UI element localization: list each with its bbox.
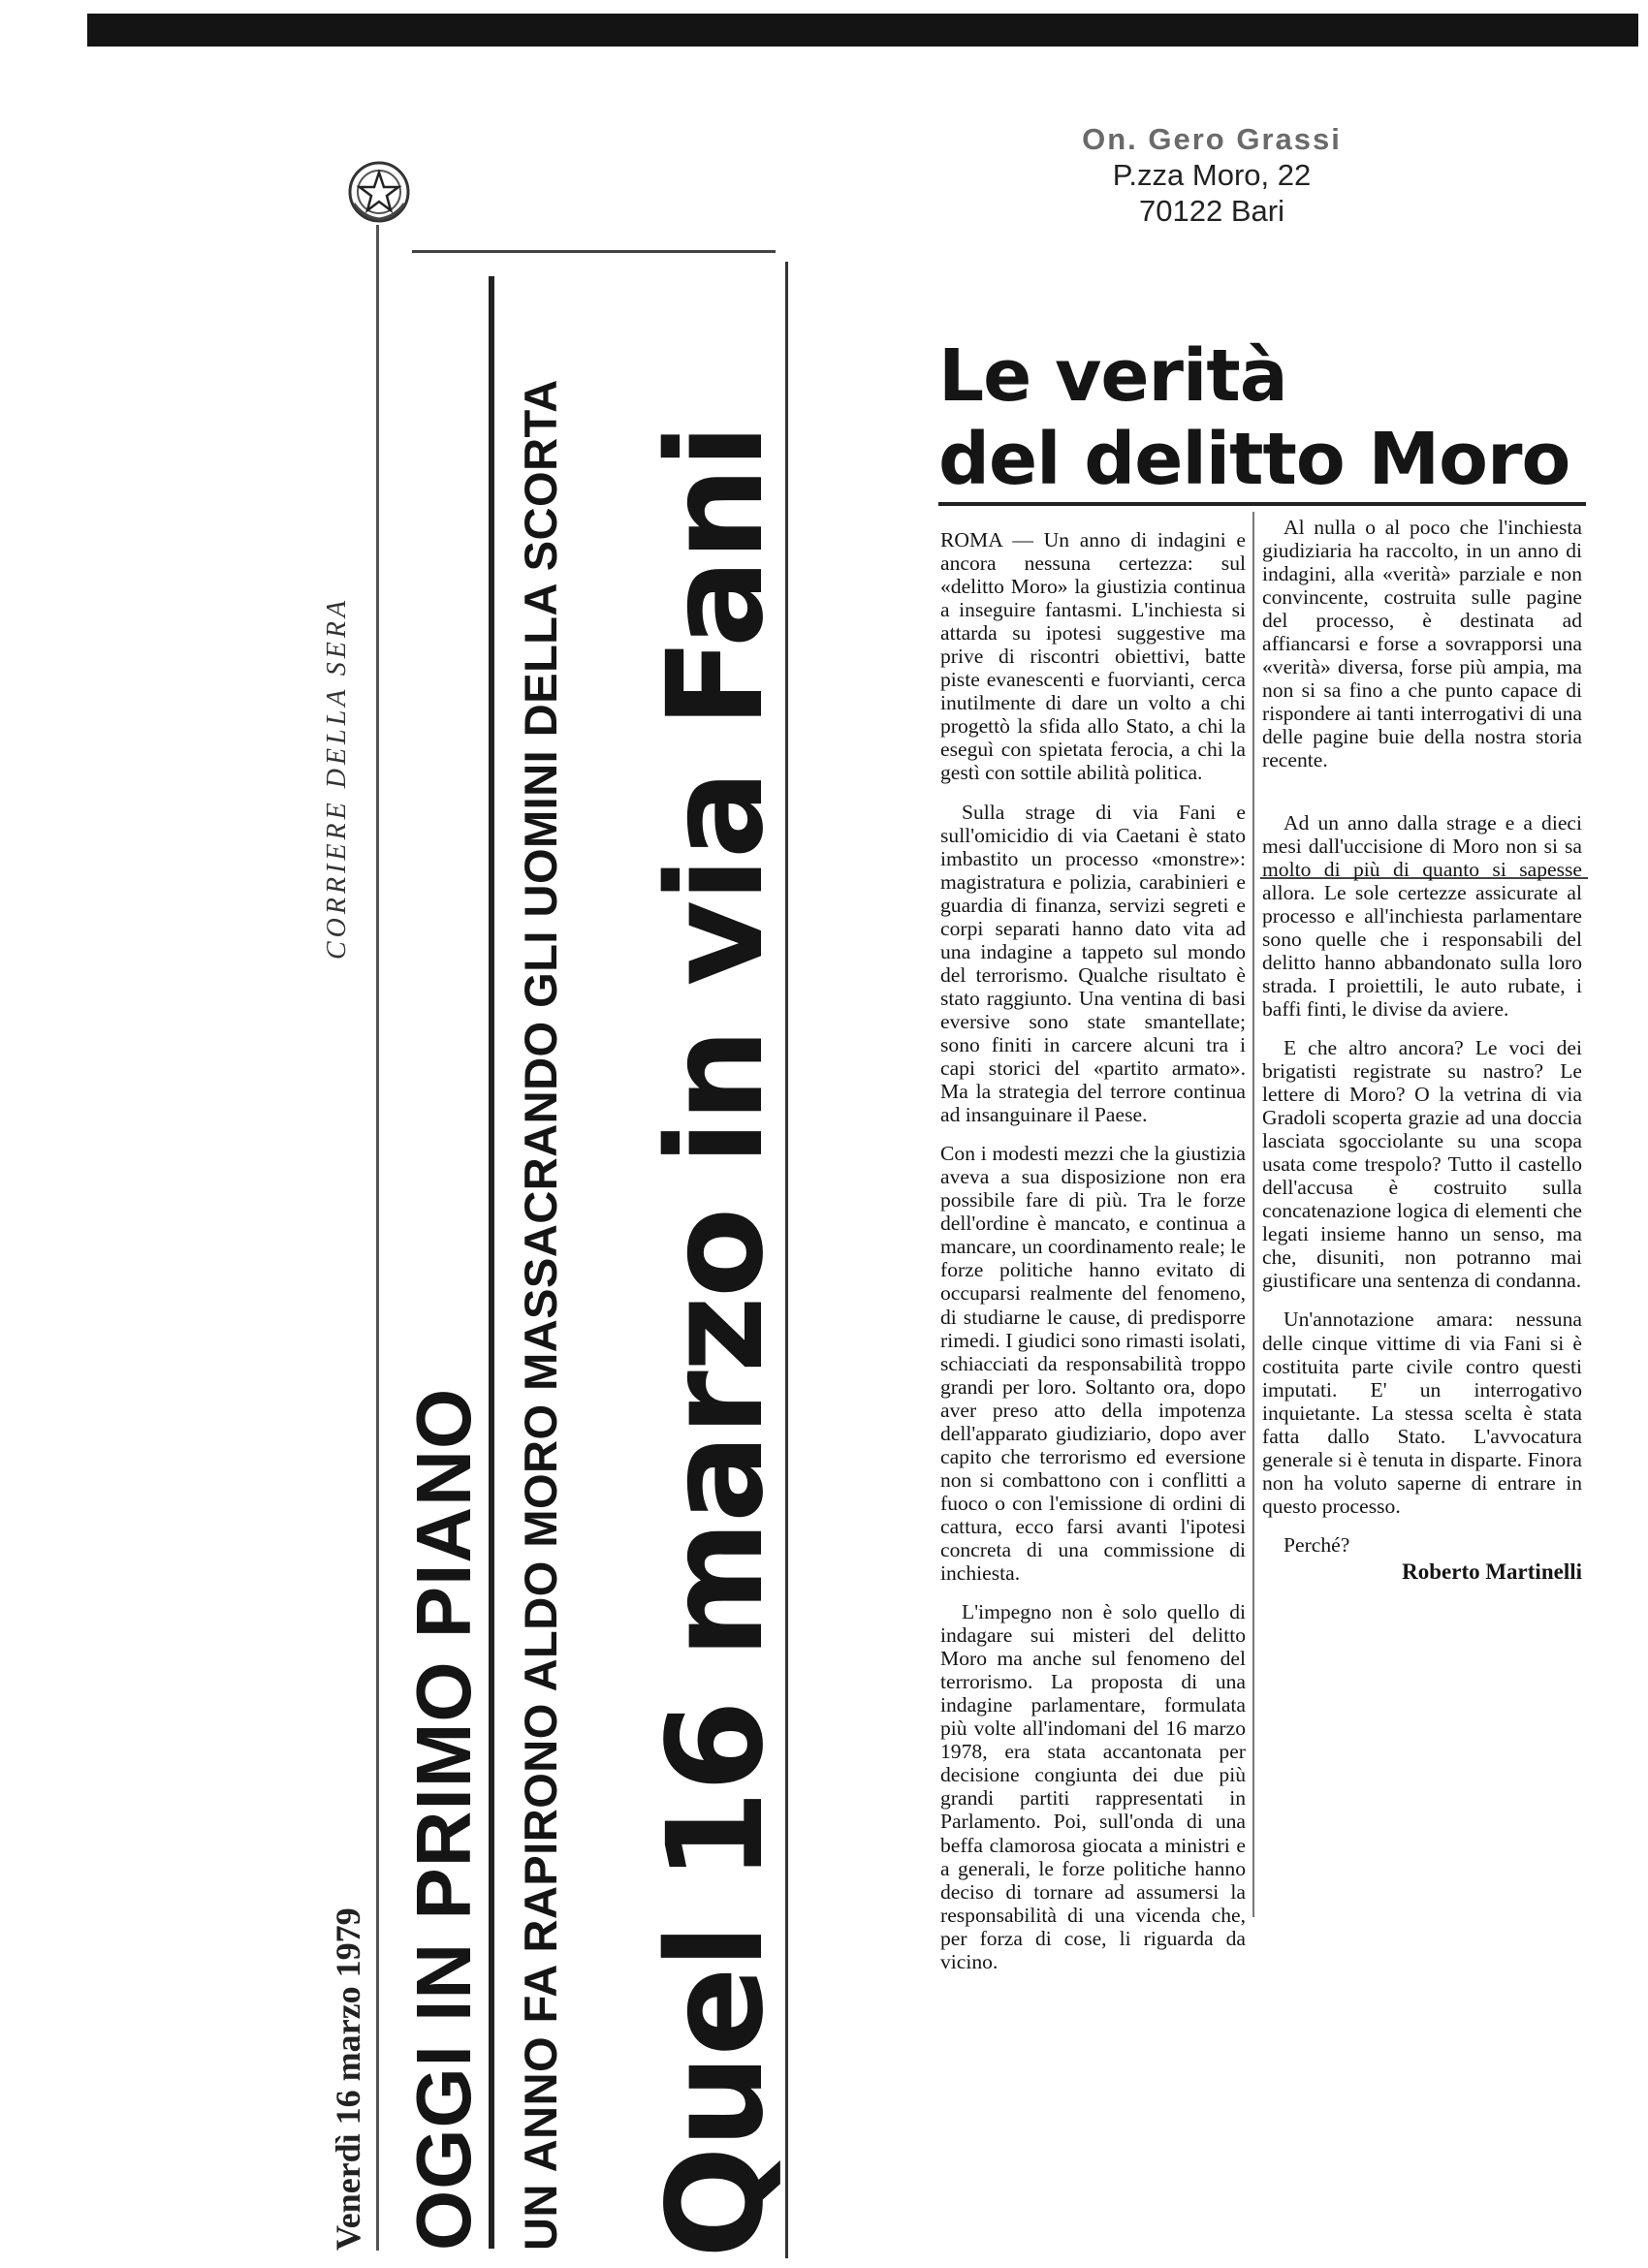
article-title — [938, 334, 1598, 501]
paragraph: L'impegno non è solo quello di indagare sui misteri del delitto Moro ma anche sul fenomeno del terrorismo. La proposta di una indagine parlamentare, formulata più volte all'indomani del 16 marzo 1978, era stata accantonata per decisione congiunta dei due più grandi partiti rappresentati in Parlamento. Poi, sull'onda di una beffa clamorosa giocata a ministri e a generali, le forze politiche hanno deciso di tornare ad assumersi la responsabilità di una vicenda che, per forza di cose, li riguarda da vicino. — [940, 1600, 1246, 1973]
column-rule — [489, 276, 494, 2249]
section-kicker: OGGI IN PRIMO PIANO — [400, 1387, 487, 2251]
paragraph: Sulla strage di via Fani e sull'omicidio di via Caetani è stato imbastito un processo «monstre»: magistratura e polizia, carabinieri e guardia di finanza, servizi segreti e corpi separati hanno dato vita ad una indagine a tappeto sul mondo del terrorismo. Qualche risultato è stato raggiunto. Una ventina di basi eversive sono state smantellate; sono finiti in carcere alcuni tra i capi storici del «partito armato». Ma la strategia del terrore continua ad insanguinare il Paese. — [940, 800, 1246, 1127]
scan-top-border — [87, 14, 1638, 47]
article-column-1 — [940, 528, 1246, 1989]
author-byline: Roberto Martinelli — [1402, 1559, 1582, 1584]
stamp-street: P.zza Moro, 22 — [1112, 158, 1312, 192]
main-headline: Quel 16 marzo in via Fani — [640, 425, 793, 2258]
paragraph: Un'annotazione amara: nessuna delle cinque vittime di via Fani si è costituita parte civile contro questi imputati. E' un interrogativo inquietante. La stessa scelta è stata fatta dallo Stato. L'avvocatura generale si è tenuta in disparte. Finora non ha voluto saperne di entrare in questo processo. — [1262, 1307, 1582, 1518]
dateline: Venerdì 16 marzo 1979 — [329, 1907, 367, 2251]
top-rule — [412, 250, 776, 253]
paragraph: ROMA — Un anno di indagini e ancora nessuna certezza: sul «delitto Moro» la giustizia continua a inseguire fantasmi. L'inchiesta si attarda su ipotesi suggestive ma prive di riscontri obiettivi, batte piste evanescenti e fuorvianti, cerca inutilmente di dare un volto a chi progettò la sfida allo Stato, a chi la eseguì con spietata ferocia, a chi la gestì con sottile abilità politica. — [940, 528, 1246, 785]
address-stamp — [1066, 121, 1357, 229]
paragraph: E che altro ancora? Le voci dei brigatisti registrate su nastro? Le lettere di Moro? O la vetrina di via Gradoli scoperta grazie ad una doccia lasciata sgocciolante su una scopa usata come trespolo? Tutto il castello dell'accusa è costruito sulla concatenazione logica di elementi che legati insieme hanno un senso, ma che, disuniti, non potranno mai giustificare una sentenza di condanna. — [1262, 1035, 1582, 1293]
paragraph: Al nulla o al poco che l'inchiesta giudiziaria ha raccolto, in un anno di indagini, alla «verità» parziale e non convincente, costruita sulle pagine del processo, è destinata ad affiancarsi e forse a sovrapporsi una «verità» diversa, forse più ampia, ma non si sa fino a che punto capace di rispondere ai tanti interrogativi di una delle pagine buie della nostra storia recente. — [1262, 516, 1582, 772]
closing-question: Perché? — [1284, 1532, 1350, 1557]
article-column-2 — [1262, 516, 1582, 1599]
article-title-line2: del delitto Moro — [938, 418, 1570, 501]
clipping-edge — [376, 225, 379, 2251]
column-separator — [1252, 512, 1254, 1917]
title-rule — [938, 502, 1586, 506]
stamp-name: On. Gero Grassi — [1082, 122, 1342, 156]
subheadline: UN ANNO FA RAPIRONO ALDO MORO MASSACRANDO GLI UOMINI DELLA SCORTA — [515, 379, 566, 2251]
republic-emblem-icon — [344, 157, 414, 227]
paragraph: Ad un anno dalla strage e a dieci mesi dall'uccisione di Moro non si sa molto di più di quanto si sapesse allora. Le sole certezze assicurate al processo e all'inchiesta parlamentare sono quelle che i responsabili del delitto hanno abbandonato sulla loro strada. I proiettili, le auto rubate, i baffi finti, le divise da aviere. — [1262, 810, 1582, 1021]
masthead: CORRIERE DELLA SERA — [322, 596, 352, 960]
article-title-line1: Le verità — [938, 334, 1287, 418]
paragraph: Con i modesti mezzi che la giustizia aveva a sua disposizione non era possibile fare di più. Tra le forze dell'ordine è mancato, e continua a mancare, un coordinamento reale; le forze politiche hanno evitato di occuparsi realmente del fenomeno, di studiarne le cause, di predisporre rimedi. I giudici sono rimasti isolati, schiacciati da responsabilità troppo grandi per loro. Soltanto ora, dopo aver preso atto della impotenza dell'apparato giudiziario, dopo aver capito che terrorismo ed eversione non si combattono con i conflitti a fuoco o con l'emissione di ordini di cattura, ecco farsi avanti l'ipotesi concreta di una commissione di inchiesta. — [940, 1142, 1246, 1586]
stamp-city: 70122 Bari — [1139, 194, 1284, 228]
